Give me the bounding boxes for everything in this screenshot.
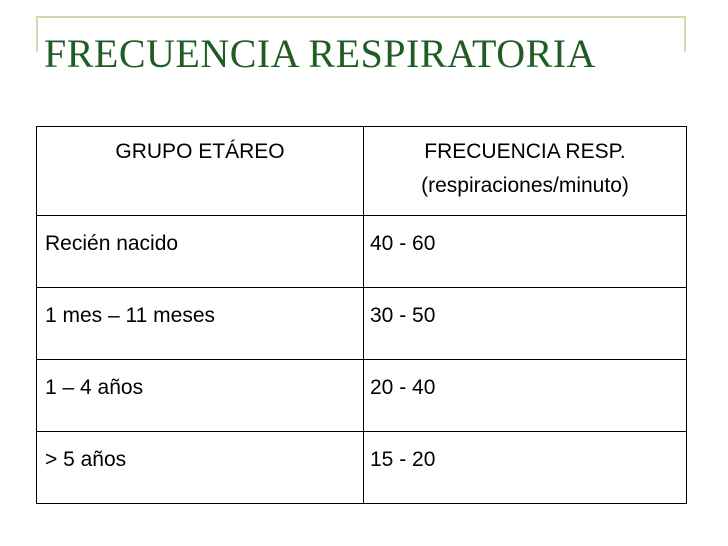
slide-title: FRECUENCIA RESPIRATORIA: [44, 31, 596, 76]
header-group: GRUPO ETÁREO: [37, 127, 364, 216]
respiratory-rate-table: [36, 126, 687, 504]
header-rate-line2: (respiraciones/minuto): [421, 174, 629, 197]
cell-rate: 40 - 60: [364, 216, 687, 288]
table-row: [37, 288, 687, 360]
cell-group: Recién nacido: [37, 216, 364, 288]
table-header-row: [37, 127, 687, 216]
cell-rate: 15 - 20: [364, 432, 687, 504]
cell-rate: 20 - 40: [364, 360, 687, 432]
cell-group: > 5 años: [37, 432, 364, 504]
header-rate-line1: FRECUENCIA RESP.: [424, 140, 626, 163]
table-row: [37, 360, 687, 432]
table-row: [37, 432, 687, 504]
title-left-rule: [36, 16, 38, 52]
header-rate: [364, 127, 687, 216]
cell-rate: 30 - 50: [364, 288, 687, 360]
title-top-rule: [36, 16, 686, 18]
title-right-rule: [684, 16, 686, 52]
cell-group: 1 mes – 11 meses: [37, 288, 364, 360]
cell-group: 1 – 4 años: [37, 360, 364, 432]
table-row: [37, 216, 687, 288]
